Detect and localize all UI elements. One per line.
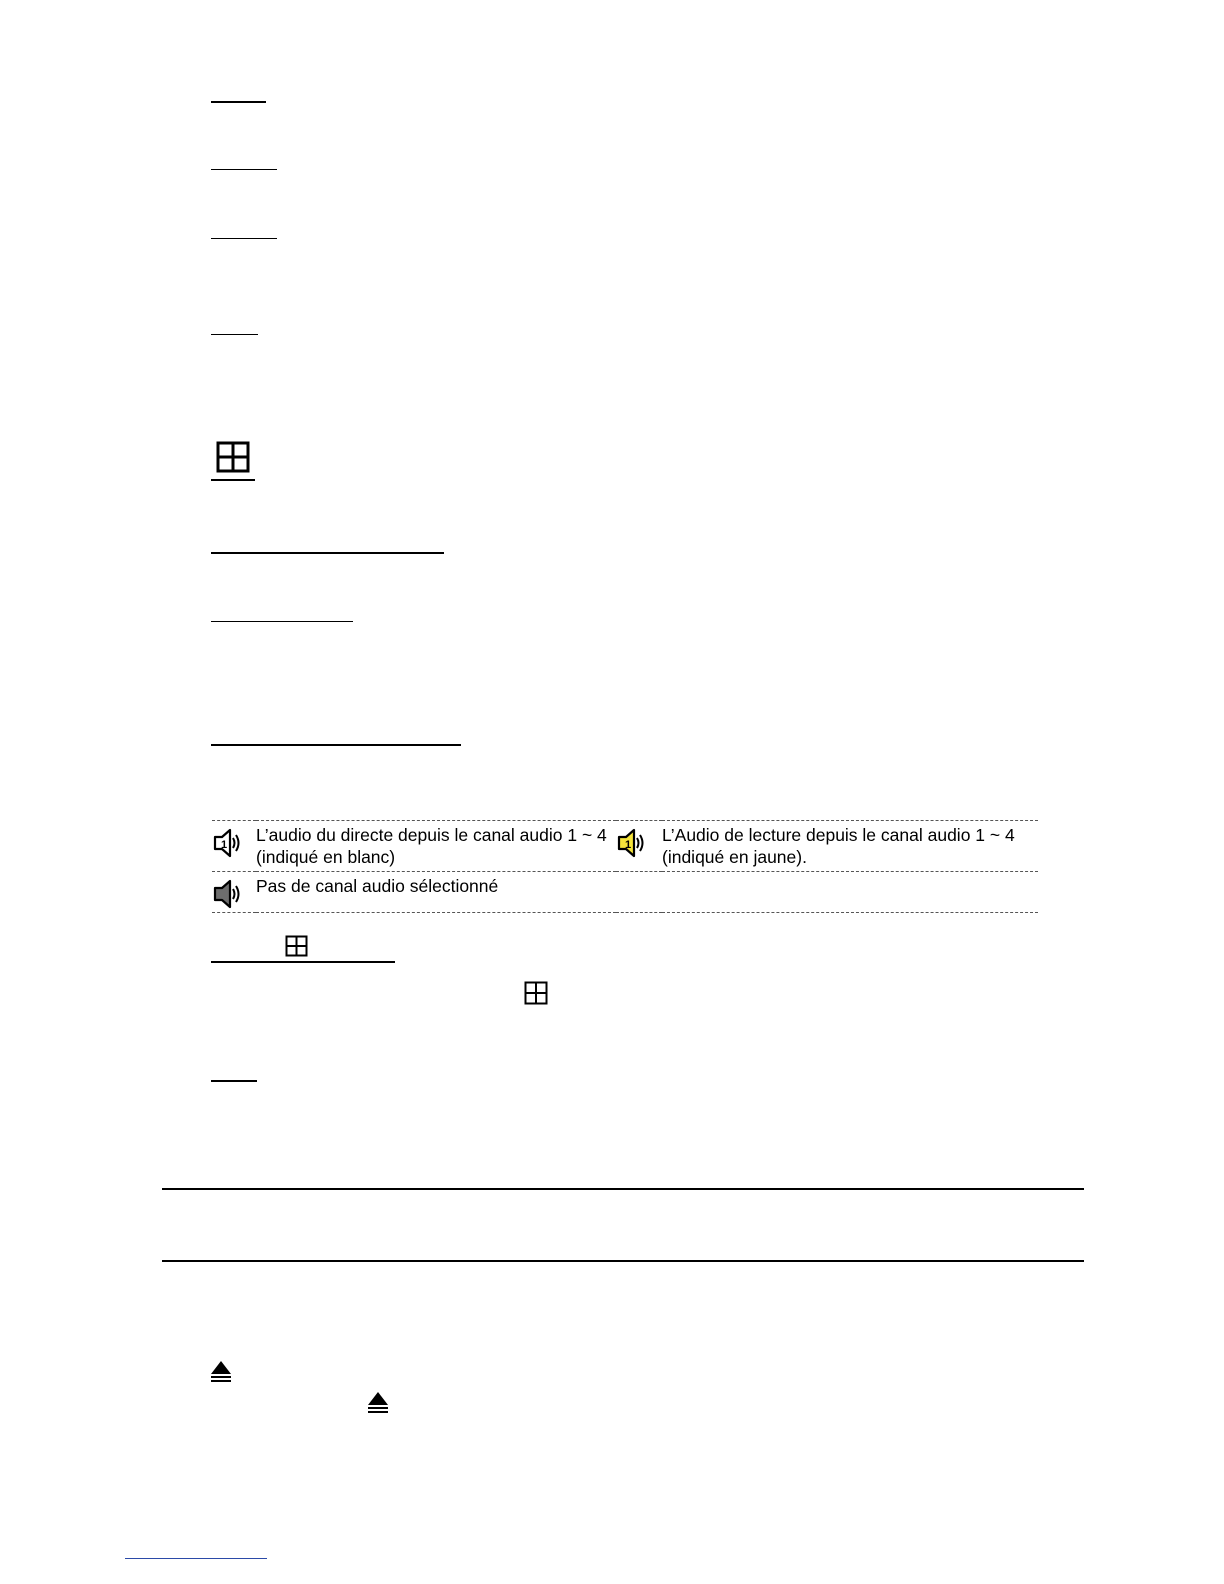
heading-underline — [211, 479, 255, 481]
heading-underline — [211, 552, 444, 554]
audio-playback-text: L’Audio de lecture depuis le canal audio 1 ~ 4 (indiqué en jaune). — [662, 825, 1015, 867]
eject-icon — [210, 1359, 232, 1383]
svg-text:1: 1 — [221, 839, 228, 851]
heading-underline — [211, 238, 277, 239]
speaker-white-icon — [212, 828, 242, 858]
table-row — [212, 872, 1038, 913]
audio-live-text: L’audio du directe depuis le canal audio 1 ~ 4 (indiqué en blanc) — [256, 825, 607, 867]
heading-underline — [211, 169, 277, 170]
footer-link-underline[interactable] — [125, 1558, 267, 1559]
heading-underline — [211, 744, 461, 746]
note-rule-bottom — [162, 1260, 1084, 1262]
heading-underline — [211, 334, 258, 335]
eject-icon — [367, 1390, 389, 1414]
heading-underline — [211, 961, 395, 963]
audio-none-text: Pas de canal audio sélectionné — [256, 876, 499, 896]
speaker-gray-icon — [212, 879, 242, 909]
audio-status-table — [212, 820, 1038, 913]
svg-text:1: 1 — [625, 839, 632, 851]
note-rule-top — [162, 1188, 1084, 1190]
grid-icon — [285, 935, 308, 957]
heading-underline — [211, 1080, 257, 1082]
heading-underline — [211, 621, 353, 622]
speaker-yellow-icon — [616, 828, 646, 858]
grid-icon — [524, 981, 548, 1005]
grid-icon — [216, 441, 250, 473]
heading-underline — [211, 101, 266, 103]
table-row — [212, 821, 1038, 872]
